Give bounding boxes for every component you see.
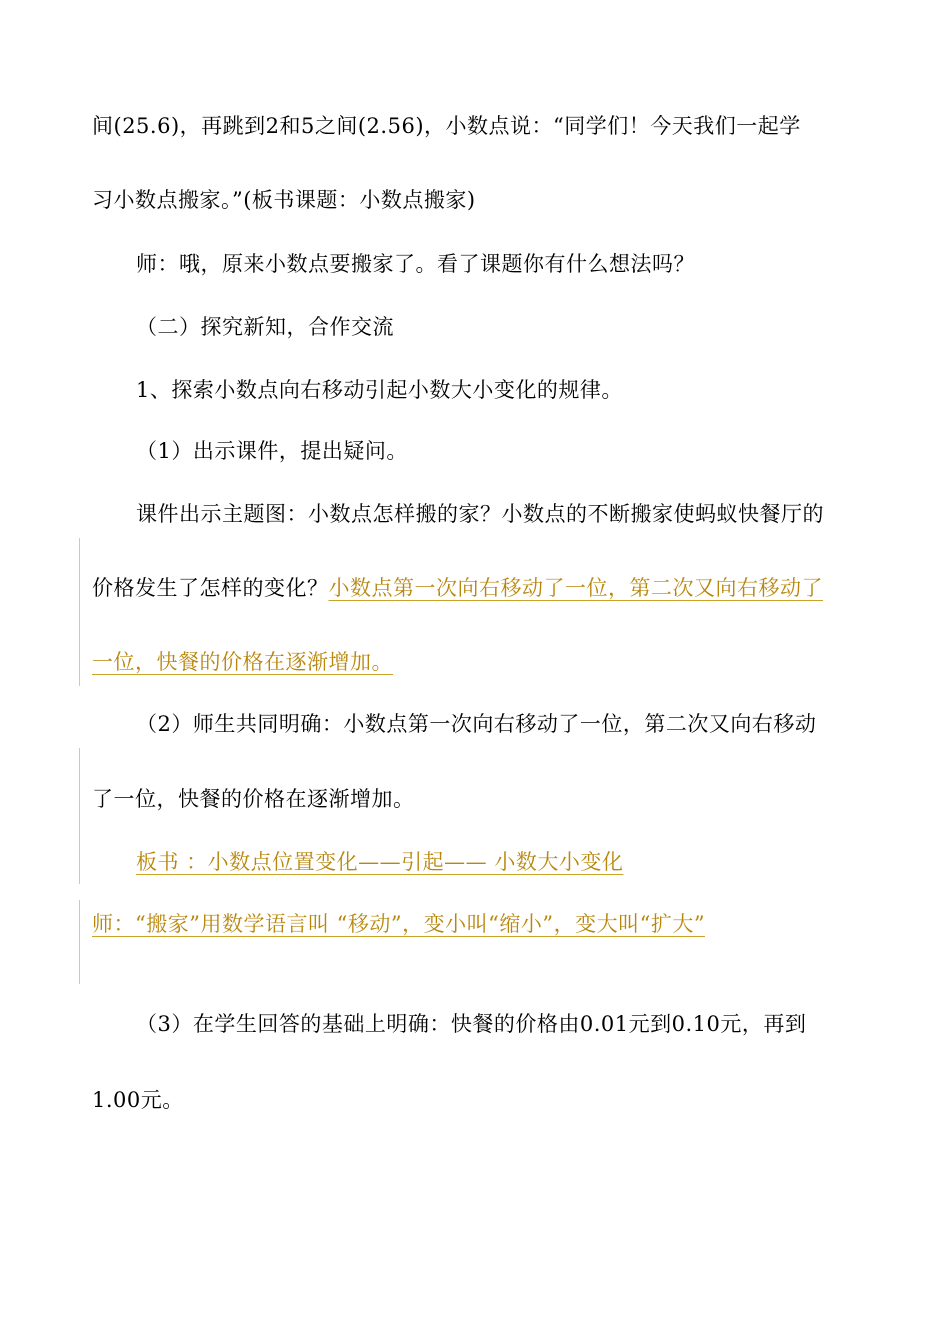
board-note-line: [136, 848, 623, 876]
paragraph-line: [136, 376, 623, 404]
paragraph-line: [92, 785, 415, 813]
paragraph-line: [136, 1010, 806, 1038]
text-run: 了一位，快餐的价格在逐渐增加。: [92, 787, 415, 811]
text-run: 课件出示主题图：小数点怎样搬的家？小数点的不断搬家使蚂蚁快餐厅的: [136, 502, 824, 526]
tracked-insertion: 小数点第一次向右移动了一位，第二次又向右移动了: [328, 576, 823, 600]
text-run: 间(25.6)，再跳到2和5之间(2.56)，小数点说：“同学们！今天我们一起学: [92, 114, 801, 138]
text-run: 1.00元。: [92, 1088, 184, 1112]
text-run: 价格发生了怎样的变化？: [92, 576, 329, 600]
revision-bar: [79, 748, 80, 884]
text-run: （3）在学生回答的基础上明确：快餐的价格由0.01元到0.10元，再到: [136, 1012, 807, 1036]
paragraph-line: [136, 500, 824, 528]
paragraph-line: [136, 437, 408, 465]
paragraph-line: [92, 574, 823, 602]
tracked-insertion: 师：“搬家”用数学语言叫 “移动”，变小叫“缩小”，变大叫“扩大”: [92, 912, 706, 936]
paragraph-line: [136, 710, 816, 738]
teacher-note-line: [92, 910, 705, 938]
text-run: 1、探索小数点向右移动引起小数大小变化的规律。: [136, 378, 623, 402]
paragraph-line: [92, 112, 801, 140]
tracked-insertion: 板书 ：小数点位置变化——引起—— 小数大小变化: [136, 850, 624, 874]
section-heading: [136, 313, 394, 341]
paragraph-line: [92, 186, 476, 214]
tracked-insertion: 一位，快餐的价格在逐渐增加。: [92, 650, 393, 674]
text-run: （1）出示课件，提出疑问。: [136, 439, 408, 463]
paragraph-line: [92, 648, 393, 676]
revision-bar: [79, 900, 80, 984]
text-run: 师：哦，原来小数点要搬家了。看了课题你有什么想法吗？: [136, 252, 695, 276]
text-run: 习小数点搬家。”(板书课题：小数点搬家): [92, 188, 476, 212]
text-run: （2）师生共同明确：小数点第一次向右移动了一位，第二次又向右移动: [136, 712, 817, 736]
text-run: （二）探究新知，合作交流: [136, 315, 394, 339]
paragraph-line: [92, 1086, 184, 1114]
paragraph-line: [136, 250, 695, 278]
revision-bar: [79, 538, 80, 686]
